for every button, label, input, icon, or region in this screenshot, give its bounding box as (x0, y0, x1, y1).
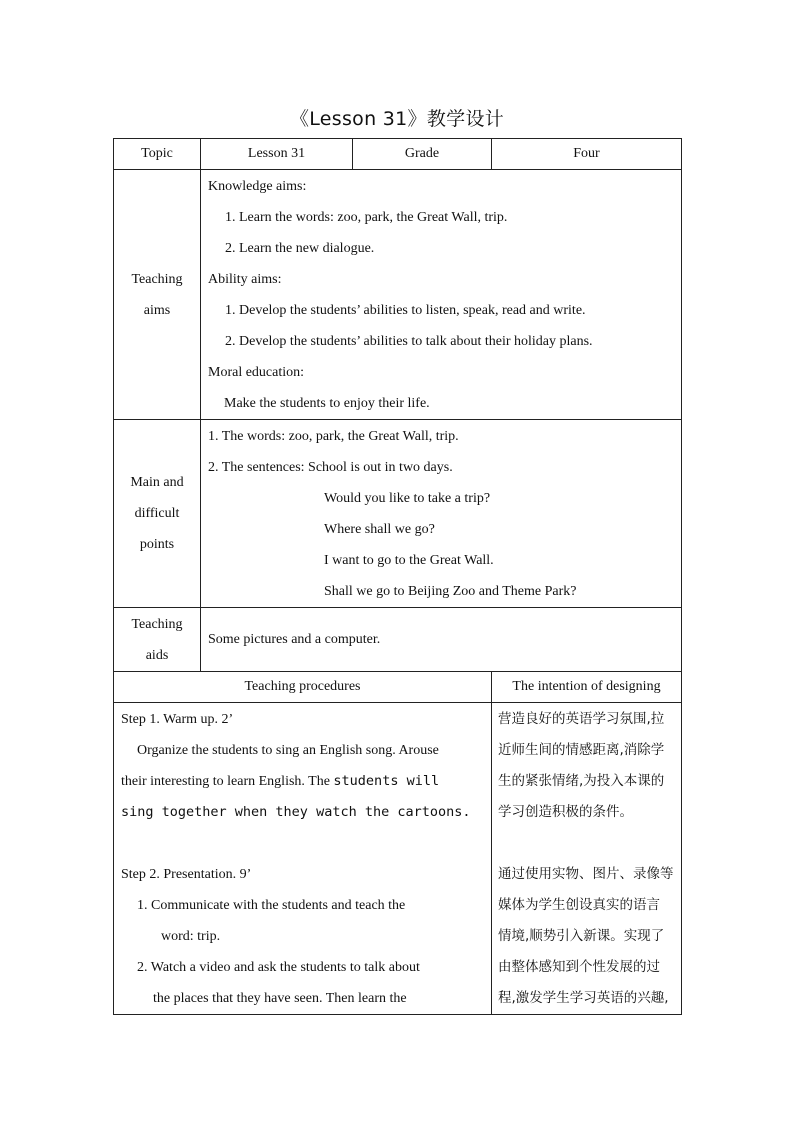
step2-line: 2. Watch a video and ask the students to talk about (137, 960, 420, 975)
main-points-label-line: difficult (134, 506, 180, 521)
intention-content (492, 703, 682, 1015)
aims-line: Make the students to enjoy their life. (224, 396, 430, 411)
intention-line: 通过使用实物、图片、录像等 (498, 866, 674, 882)
step1-line-part: students will (333, 773, 440, 789)
intention-line: 媒体为学生创设真实的语言 (498, 897, 660, 913)
teaching-aids-label (114, 608, 201, 672)
topic-row (114, 139, 682, 170)
main-points-label-line: Main and (130, 475, 184, 490)
step1-line-part: their interesting to learn English. The (121, 774, 334, 789)
aims-line: 2. Develop the students’ abilities to talk about their holiday plans. (225, 334, 593, 349)
procedures-body-row (114, 703, 682, 1015)
step1-line: sing together when they watch the cartoons. (121, 804, 471, 820)
points-line: Would you like to take a trip? (324, 491, 491, 506)
teaching-aids-content: Some pictures and a computer. (201, 608, 682, 672)
teaching-aims-label (114, 170, 201, 420)
intention-line: 生的紧张情绪,为投入本课的 (498, 773, 665, 789)
teaching-aids-label-line: Teaching (131, 616, 183, 632)
spacer (498, 828, 677, 859)
main-points-row (114, 420, 682, 608)
points-line: I want to go to the Great Wall. (324, 553, 494, 568)
points-line: 2. The sentences: School is out in two days. (208, 460, 453, 475)
step2-line: the places that they have seen. Then learn the (153, 991, 407, 1006)
step2-line: word: trip. (161, 929, 221, 944)
step1-line (121, 766, 483, 797)
aims-line: Ability aims: (208, 272, 282, 287)
intention-line: 情境,顺势引入新课。实现了 (498, 928, 665, 944)
aims-line: 1. Develop the students’ abilities to listen, speak, read and write. (225, 303, 586, 318)
step1-heading: Step 1. Warm up. 2’ (121, 712, 234, 727)
aims-line: 1. Learn the words: zoo, park, the Great Wall, trip. (225, 210, 508, 225)
teaching-aims-label-line: aims (143, 302, 171, 318)
intention-line: 学习创造积极的条件。 (498, 804, 633, 820)
aims-line: 2. Learn the new dialogue. (225, 241, 375, 256)
step1-line: Organize the students to sing an English song. Arouse (137, 743, 439, 758)
intention-header: The intention of designing (492, 672, 682, 703)
points-line: Shall we go to Beijing Zoo and Theme Park? (324, 584, 577, 599)
aims-line: Moral education: (208, 365, 305, 380)
procedures-header-row (114, 672, 682, 703)
spacer (121, 828, 483, 859)
intention-line: 近师生间的情感距离,消除学 (498, 742, 665, 758)
main-points-label (114, 420, 201, 608)
main-points-content (201, 420, 682, 608)
grade-value: Four (492, 139, 682, 170)
intention-line: 营造良好的英语学习氛围,拉 (498, 711, 665, 727)
teaching-aims-label-line: Teaching (131, 271, 183, 287)
topic-label: Topic (114, 139, 201, 170)
teaching-aids-row (114, 608, 682, 672)
lesson-plan-table (113, 138, 682, 1015)
step2-heading: Step 2. Presentation. 9’ (121, 867, 252, 882)
points-line: Where shall we go? (324, 522, 435, 537)
document-title: 《Lesson 31》教学设计 (289, 108, 505, 130)
intention-line: 由整体感知到个性发展的过 (498, 959, 660, 975)
aims-line: Knowledge aims: (208, 179, 307, 194)
intention-line: 程,激发学生学习英语的兴趣, (498, 990, 669, 1006)
procedures-header: Teaching procedures (114, 672, 492, 703)
teaching-aims-content (201, 170, 682, 420)
grade-label: Grade (353, 139, 492, 170)
points-line: 1. The words: zoo, park, the Great Wall, trip. (208, 429, 459, 444)
procedures-content (114, 703, 492, 1015)
main-points-label-line: points (139, 537, 175, 552)
step2-line: 1. Communicate with the students and teach the (137, 898, 406, 913)
teaching-aids-label-line: aids (145, 647, 169, 663)
teaching-aims-row (114, 170, 682, 420)
topic-value: Lesson 31 (201, 139, 353, 170)
